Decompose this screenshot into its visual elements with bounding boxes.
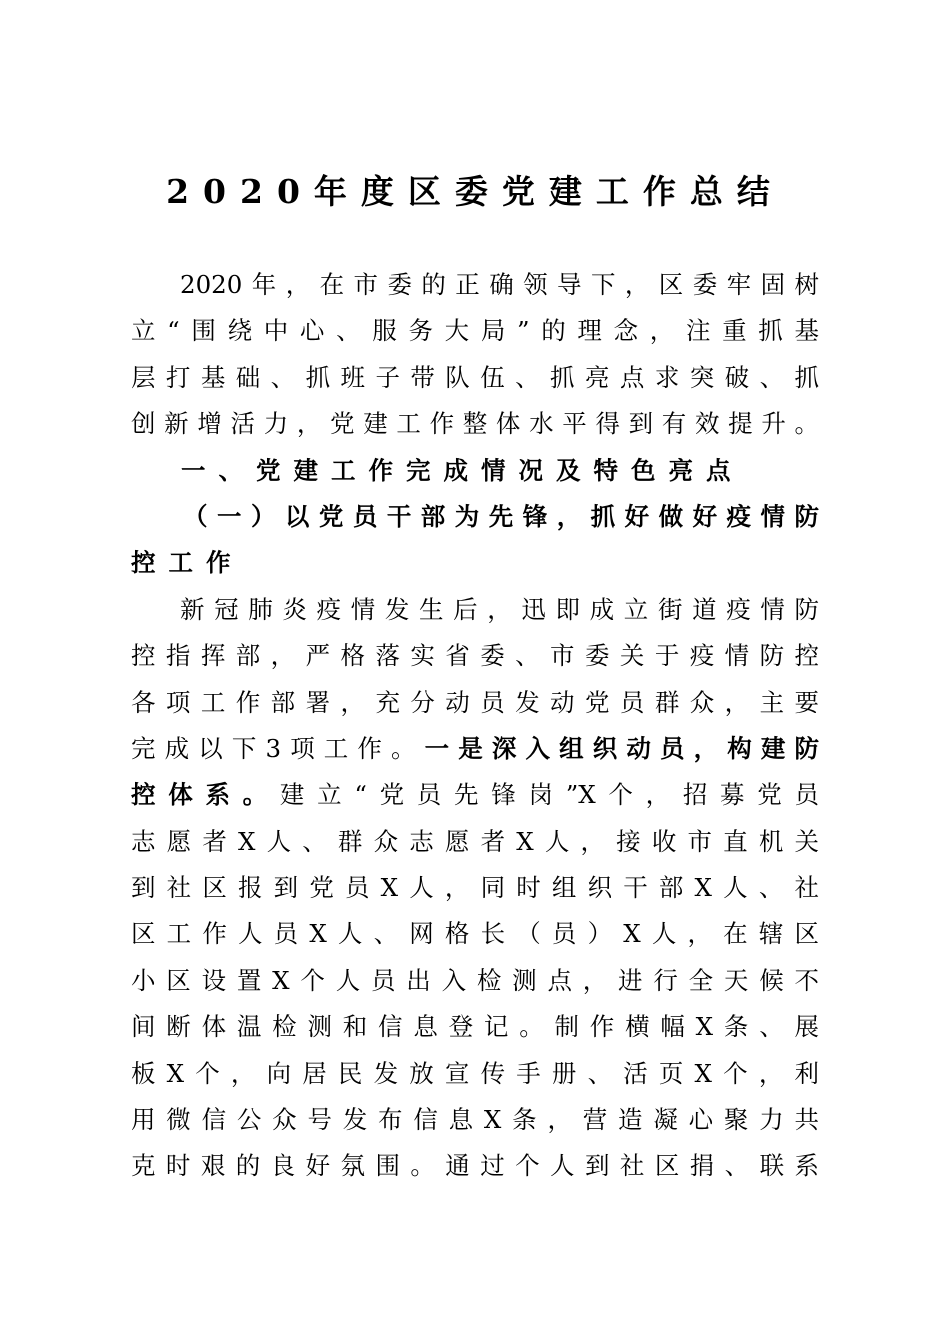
subsection-heading-line-2: 控工作 — [131, 548, 244, 578]
body-line-11: 板X个，向居民发放宣传手册、活页X个，利 — [131, 1058, 819, 1088]
body-line-1: 新冠肺炎疫情发生后，迅即成立街道疫情防 — [180, 594, 819, 624]
section-heading: 一、党建工作完成情况及特色亮点 — [181, 455, 744, 485]
subsection-heading-line-1: （一）以党员干部为先锋，抓好做好疫情防 — [183, 501, 819, 531]
body-line-4-bold: 一是深入组织动员，构建防 — [424, 733, 819, 763]
body-line-9: 小区设置X个人员出入检测点，进行全天候不 — [131, 965, 819, 995]
body-line-5-bold: 控体系。 — [131, 780, 280, 810]
body-line-13: 克时艰的良好氛围。通过个人到社区捐、联系 — [131, 1151, 819, 1181]
body-line-2: 控指挥部，严格落实省委、市委关于疫情防控 — [131, 641, 819, 671]
intro-line-1: 2020年，在市委的正确领导下，区委牢固树 — [180, 270, 819, 299]
body-line-4 — [131, 726, 819, 772]
document-body — [131, 262, 819, 1190]
intro-line-4: 创新增活力，党建工作整体水平得到有效提升。 — [131, 409, 819, 439]
document-title: 2020年度区委党建工作总结 — [166, 172, 784, 211]
body-line-3: 各项工作部署，充分动员发动党员群众，主要 — [131, 687, 819, 717]
body-line-7: 到社区报到党员X人，同时组织干部X人、社 — [131, 873, 819, 903]
intro-line-3: 层打基础、抓班子带队伍、抓亮点求突破、抓 — [131, 362, 819, 392]
body-line-8: 区工作人员X人、网格长（员）X人，在辖区 — [131, 919, 819, 949]
body-line-6: 志愿者X人、群众志愿者X人，接收市直机关 — [131, 826, 819, 856]
body-line-5 — [131, 772, 819, 818]
body-line-5-normal: 建立“党员先锋岗”X个，招募党员 — [279, 780, 819, 810]
body-line-12: 用微信公众号发布信息X条，营造凝心聚力共 — [131, 1105, 819, 1135]
body-line-4-normal: 完成以下3项工作。 — [131, 733, 425, 763]
body-line-10: 间断体温检测和信息登记。制作横幅X条、展 — [131, 1012, 819, 1042]
intro-line-2: 立“围绕中心、服务大局”的理念，注重抓基 — [131, 316, 819, 346]
